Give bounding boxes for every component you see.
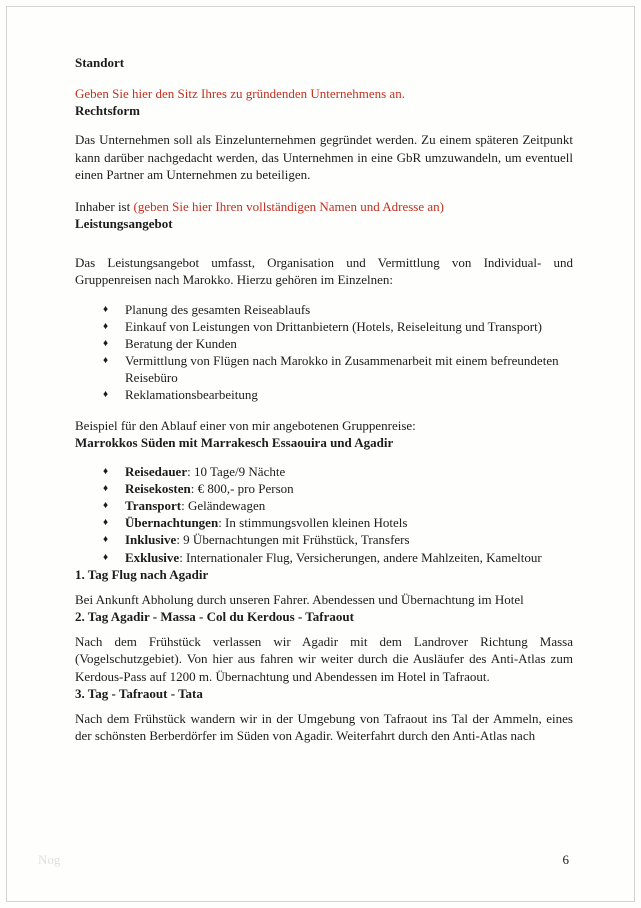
heading-tour: Marrokkos Süden mit Marrakesch Essaouira und Agadir — [75, 434, 394, 450]
standort-placeholder-note: Geben Sie hier den Sitz Ihres zu gründenden Unternehmens an. — [75, 86, 405, 102]
list-item-text: Reklamationsbearbeitung — [125, 387, 258, 403]
tour-item-value: : 10 Tage/9 Nächte — [187, 463, 286, 479]
day1-paragraph: Bei Ankunft Abholung durch unseren Fahrer. Abendessen und Übernachtung im Hotel — [75, 591, 524, 607]
inhaber-line — [75, 198, 573, 215]
list-item-text: Beratung der Kunden — [125, 335, 237, 351]
tour-bullet-list — [75, 463, 573, 566]
diamond-bullet-icon: ♦ — [103, 389, 109, 401]
tour-item-value: : € 800,- pro Person — [190, 480, 294, 496]
diamond-bullet-icon: ♦ — [103, 551, 109, 563]
diamond-bullet-icon: ♦ — [103, 320, 109, 332]
tour-item-label: Transport — [125, 498, 182, 514]
day2-paragraph: Nach dem Frühstück verlassen wir Agadir mit dem Landrover Richtung Massa (Vogelschutzgebiet). Von hier aus fahren wir weiter durch die Ausläufer des Anti-Atlas zum Kerdous-Pass auf 1200 m. Übernachtung und Abendessen im Hotel in Tafraout. — [75, 634, 573, 684]
list-item-text — [125, 497, 573, 514]
diamond-bullet-icon: ♦ — [103, 517, 109, 529]
list-item — [103, 301, 573, 318]
tour-item-label: Übernachtungen — [125, 515, 219, 531]
list-item — [103, 352, 573, 386]
list-item — [103, 318, 573, 335]
diamond-bullet-icon: ♦ — [103, 482, 109, 494]
list-item-text — [125, 514, 573, 531]
beispiel-paragraph: Beispiel für den Ablauf einer von mir angebotenen Gruppenreise: — [75, 417, 416, 433]
tour-item-value: : Geländewagen — [181, 498, 266, 514]
heading-day1: 1. Tag Flug nach Agadir — [75, 566, 209, 582]
list-item-text — [125, 549, 573, 566]
page-number: 6 — [562, 852, 569, 867]
list-item — [103, 463, 573, 480]
list-item-text: Einkauf von Leistungen von Drittanbietern (Hotels, Reiseleitung und Transport) — [125, 318, 543, 334]
list-item-text — [125, 480, 573, 497]
diamond-bullet-icon: ♦ — [103, 303, 109, 315]
tour-item-value: : Internationaler Flug, Versicherungen, andere Mahlzeiten, Kameltour — [179, 549, 542, 565]
list-item — [103, 480, 573, 497]
day3-paragraph: Nach dem Frühstück wandern wir in der Umgebung von Tafraout ins Tal der Ammeln, eines der schönsten Berberdörfer im Süden von Agadir. Weiterfahrt durch den Anti-Atlas nach — [75, 710, 573, 743]
inhaber-placeholder-note: (geben Sie hier Ihren vollständigen Namen und Adresse an) — [133, 198, 444, 214]
rechtsform-paragraph: Das Unternehmen soll als Einzelunternehmen gegründet werden. Zu einem späteren Zeitpunkt kann darüber nachgedacht werden, das Unternehmen in eine GbR umzuwandeln, um eventuell einen Partner am Unternehmen zu beteiligen. — [75, 132, 573, 182]
tour-item-label: Reisedauer — [125, 463, 188, 479]
tour-item-value: : 9 Übernachtungen mit Frühstück, Transfers — [176, 532, 410, 548]
heading-day2: 2. Tag Agadir - Massa - Col du Kerdous - Tafraout — [75, 609, 354, 625]
list-item — [103, 549, 573, 566]
list-item-text: Planung des gesamten Reiseablaufs — [125, 301, 311, 317]
heading-standort: Standort — [75, 55, 125, 70]
leistung-intro-paragraph: Das Leistungsangebot umfasst, Organisation und Vermittlung von Individual- und Gruppenreisen nach Marokko. Hierzu gehören im Einzelnen: — [75, 255, 573, 288]
heading-rechtsform: Rechtsform — [75, 103, 140, 119]
list-item-text: Vermittlung von Flügen nach Marokko in Zusammenarbeit mit einem befreundeten Reisebüro — [125, 353, 559, 386]
tour-item-label: Inklusive — [125, 532, 177, 548]
diamond-bullet-icon: ♦ — [103, 500, 109, 512]
leistung-bullet-list — [75, 301, 573, 404]
tour-item-label: Exklusive — [125, 549, 180, 565]
diamond-bullet-icon: ♦ — [103, 534, 109, 546]
heading-leistungsangebot: Leistungsangebot — [75, 216, 173, 232]
heading-day3: 3. Tag - Tafraout - Tata — [75, 685, 203, 701]
list-item — [103, 531, 573, 548]
tour-item-value: : In stimmungsvollen kleinen Hotels — [218, 515, 408, 531]
diamond-bullet-icon: ♦ — [103, 465, 109, 477]
tour-item-label: Reisekosten — [125, 480, 191, 496]
list-item-text — [125, 531, 573, 548]
list-item-text — [125, 463, 573, 480]
diamond-bullet-icon: ♦ — [103, 355, 109, 367]
watermark: Nog — [38, 852, 61, 867]
diamond-bullet-icon: ♦ — [103, 337, 109, 349]
list-item — [103, 497, 573, 514]
list-item — [103, 335, 573, 352]
list-item — [103, 386, 573, 403]
inhaber-prefix: Inhaber ist — [75, 198, 134, 214]
list-item — [103, 514, 573, 531]
